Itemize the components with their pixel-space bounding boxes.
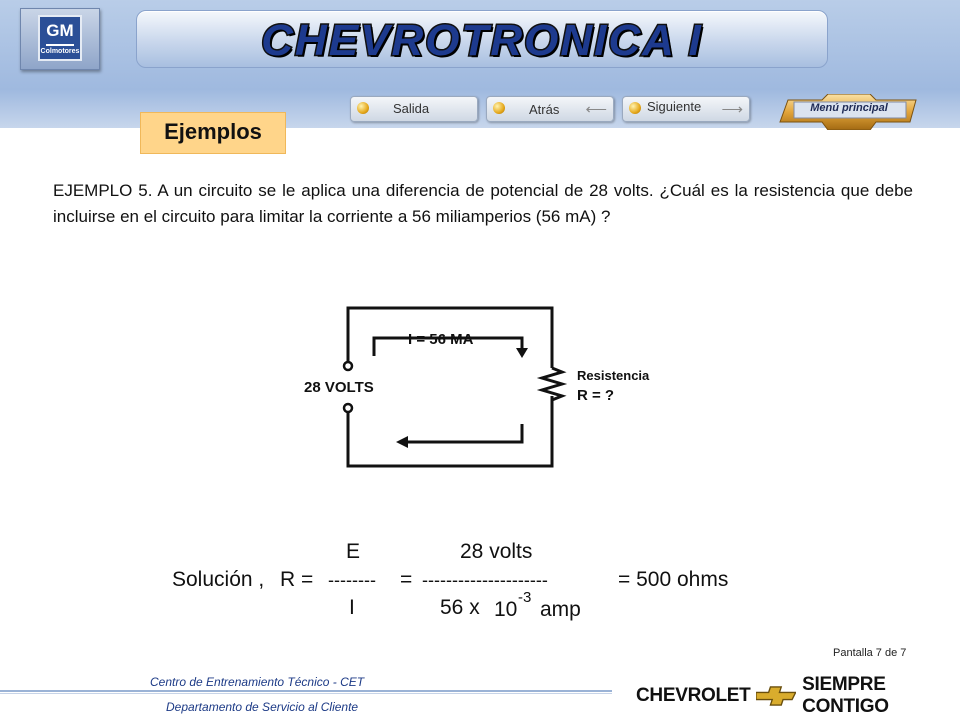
brand-left: CHEVROLET: [636, 685, 751, 706]
gm-subtitle: Colmotores: [40, 48, 80, 55]
fraction-bar-long: ---------------------: [422, 570, 548, 590]
current-label: I = 56 MA: [408, 331, 474, 348]
next-arrow-icon: ⟶: [721, 101, 743, 118]
arrow-head-left-icon: [396, 436, 408, 448]
page-title: CHEVROTRONICA I: [261, 16, 703, 65]
chevrolet-bowtie-icon: [756, 686, 796, 706]
siguiente-button[interactable]: [622, 96, 750, 122]
gm-underline: [46, 44, 74, 46]
footer-divider: [0, 690, 612, 692]
solution-prefix: Solución ,: [172, 568, 265, 591]
denominator-ten: 10: [494, 598, 518, 621]
arrow-head-down-icon: [516, 348, 528, 358]
section-header: [140, 112, 286, 154]
menu-principal-button[interactable]: [776, 94, 922, 130]
solution-formula: [168, 534, 768, 626]
equals-sign: =: [400, 568, 413, 591]
atras-label: Atrás: [529, 102, 560, 117]
denominator-amp: amp: [540, 598, 581, 621]
siguiente-label: Siguiente: [647, 99, 702, 114]
voltage-label: 28 VOLTS: [304, 379, 374, 396]
footer-divider-thin: [0, 693, 612, 694]
gm-logo: [20, 8, 100, 70]
title-bar: [136, 10, 828, 68]
orange-dot-icon: [629, 102, 641, 114]
denominator-i: I: [349, 596, 355, 619]
denominator-exponent: -3: [518, 589, 532, 606]
resistor-icon: [542, 368, 562, 400]
numerator-e: E: [346, 540, 361, 563]
section-title: Ejemplos: [164, 119, 262, 144]
orange-dot-icon: [357, 102, 369, 114]
footer-line2: Departamento de Servicio al Cliente: [166, 700, 359, 714]
terminal-top-icon: [344, 362, 352, 370]
numerator-volts: 28 volts: [460, 540, 533, 563]
orange-dot-icon: [493, 102, 505, 114]
resistor-label: Resistencia: [577, 368, 650, 383]
chevrolet-brand: [636, 674, 960, 717]
salida-label: Salida: [393, 101, 430, 116]
terminal-bottom-icon: [344, 404, 352, 412]
atras-button[interactable]: [486, 96, 614, 122]
resistor-value: R = ?: [577, 387, 615, 404]
gm-letters: GM: [46, 21, 74, 40]
current-arrow-bottom: [404, 424, 522, 442]
page-indicator: Pantalla 7 de 7: [833, 647, 907, 659]
salida-button[interactable]: [350, 96, 478, 122]
brand-right: SIEMPRE CONTIGO: [802, 674, 889, 717]
fraction-bar-short: --------: [328, 570, 376, 590]
solution-r: R =: [280, 568, 314, 591]
denominator-56x: 56 x: [440, 596, 480, 619]
menu-principal-label: Menú principal: [810, 102, 888, 114]
footer-line1: Centro de Entrenamiento Técnico - CET: [150, 675, 365, 689]
example-text: EJEMPLO 5. A un circuito se le aplica una diferencia de potencial de 28 volts. ¿Cuál es la resistencia que debe incluirse en el circuito para limitar la corriente a 56 miliamperios (56 mA) ?: [53, 181, 913, 226]
gm-badge: [38, 15, 82, 61]
back-arrow-icon: ⟵: [585, 101, 607, 118]
circuit-diagram: [290, 296, 670, 476]
result: = 500 ohms: [618, 568, 729, 591]
